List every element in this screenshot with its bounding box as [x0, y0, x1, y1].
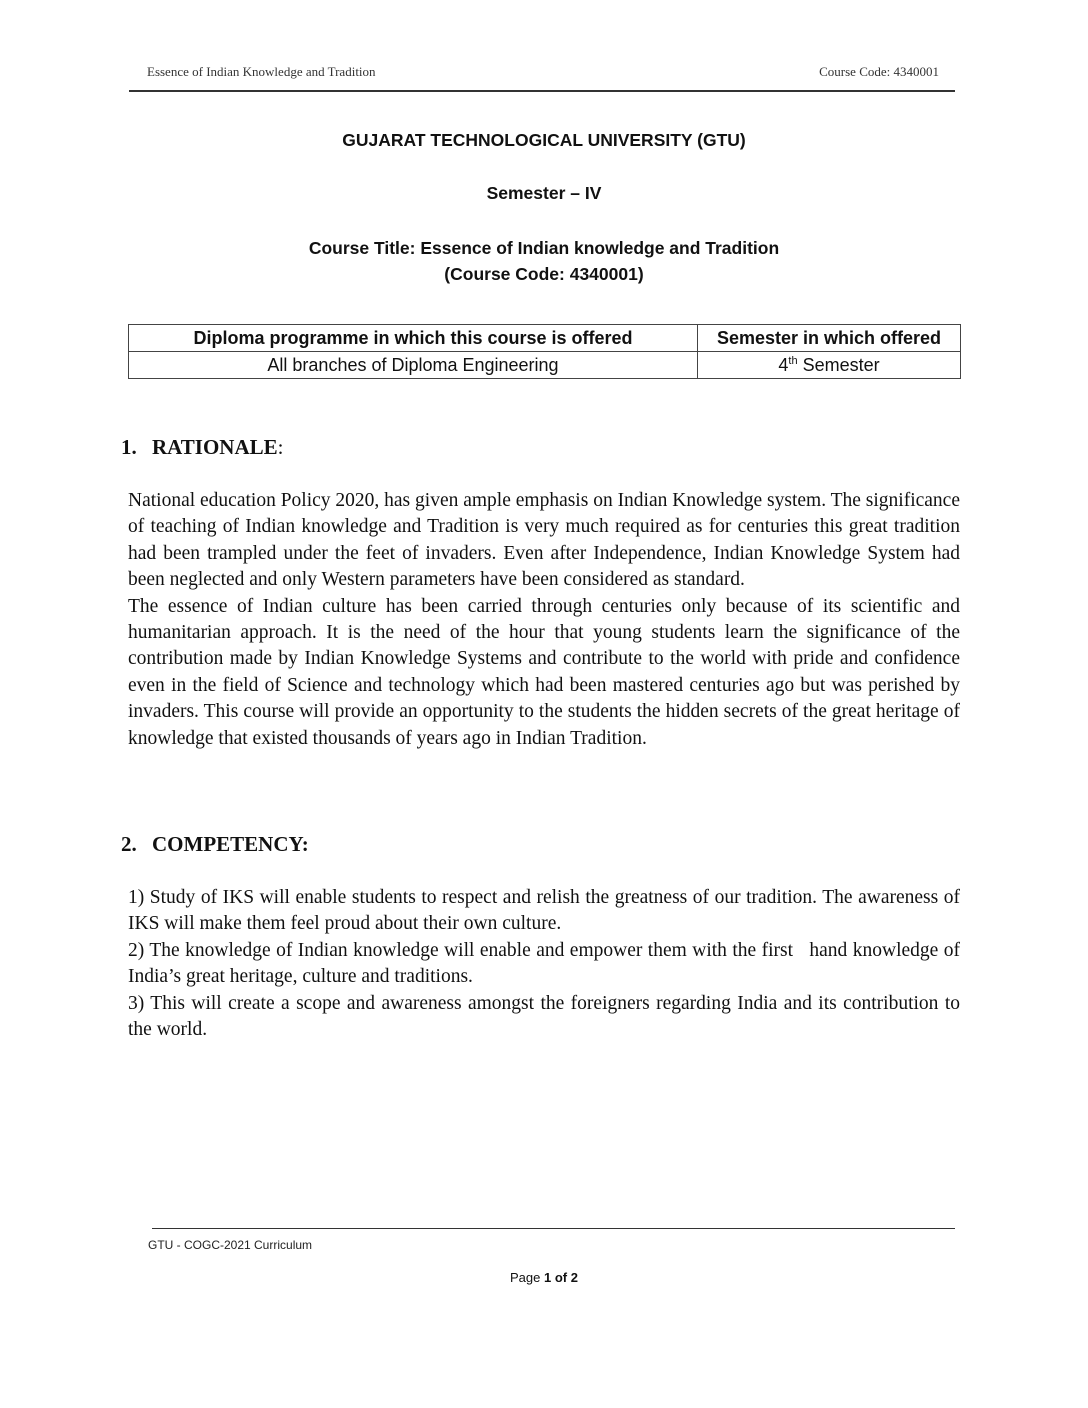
cell-semester: 4th Semester	[698, 352, 961, 379]
cell-programme: All branches of Diploma Engineering	[129, 352, 698, 379]
header-course-name: Essence of Indian Knowledge and Tradition	[147, 64, 376, 79]
list-item: 2) The knowledge of Indian knowledge will enable and empower them with the first hand knowledge of India’s great heritage, culture and traditions.	[128, 939, 960, 988]
course-title-block	[129, 235, 959, 287]
table-header-row	[129, 325, 961, 352]
rationale-body	[128, 488, 960, 752]
header-course-code: Course Code: 4340001	[819, 64, 939, 79]
list-item: 1) Study of IKS will enable students to respect and relish the greatness of our tradition. The awareness of IKS will make them feel proud about their own culture.	[128, 887, 960, 935]
paragraph: The essence of Indian culture has been carried through centuries only because of its scientific and humanitarian approach. It is the need of the hour that young students learn the significance of the contribution made by Indian Knowledge Systems and contribute to the world with pride and confidence even in the field of Science and technology which had been mastered centuries ago but was perished by invaders. This course will provide an opportunity to the students the hidden secrets of the great heritage of knowledge that existed thousands of years ago in Indian Tradition.	[128, 595, 960, 749]
table-row	[129, 352, 961, 379]
footer-curriculum: GTU - COGC-2021 Curriculum	[148, 1238, 313, 1252]
running-header	[147, 64, 939, 80]
column-header-programme: Diploma programme in which this course is offered	[129, 325, 698, 352]
column-header-semester: Semester in which offered	[698, 325, 961, 352]
paragraph: National education Policy 2020, has given ample emphasis on Indian Knowledge system. The significance of teaching of Indian knowledge and Tradition is very much required as for centuries this great tradition had been trampled under the feet of invaders. Even after Independence, Indian Knowledge System had been neglected and only Western parameters have been considered as standard.	[128, 490, 960, 591]
section-heading-rationale: 1. RATIONALE:	[121, 435, 284, 459]
competency-body	[128, 885, 960, 1043]
page-number: Page 1 of 2	[510, 1270, 578, 1285]
header-divider	[129, 90, 955, 92]
university-title: GUJARAT TECHNOLOGICAL UNIVERSITY (GTU)	[342, 130, 746, 150]
course-code: (Course Code: 4340001)	[444, 264, 644, 284]
footer-divider	[152, 1228, 955, 1229]
list-item: 3) This will create a scope and awareness amongst the foreigners regarding India and its contribution to the world.	[128, 992, 960, 1041]
section-heading-competency: 2. COMPETENCY:	[121, 832, 309, 856]
course-title: Course Title: Essence of Indian knowledge and Tradition	[308, 238, 780, 258]
semester-title: Semester – IV	[486, 183, 602, 203]
offering-table	[128, 324, 961, 379]
